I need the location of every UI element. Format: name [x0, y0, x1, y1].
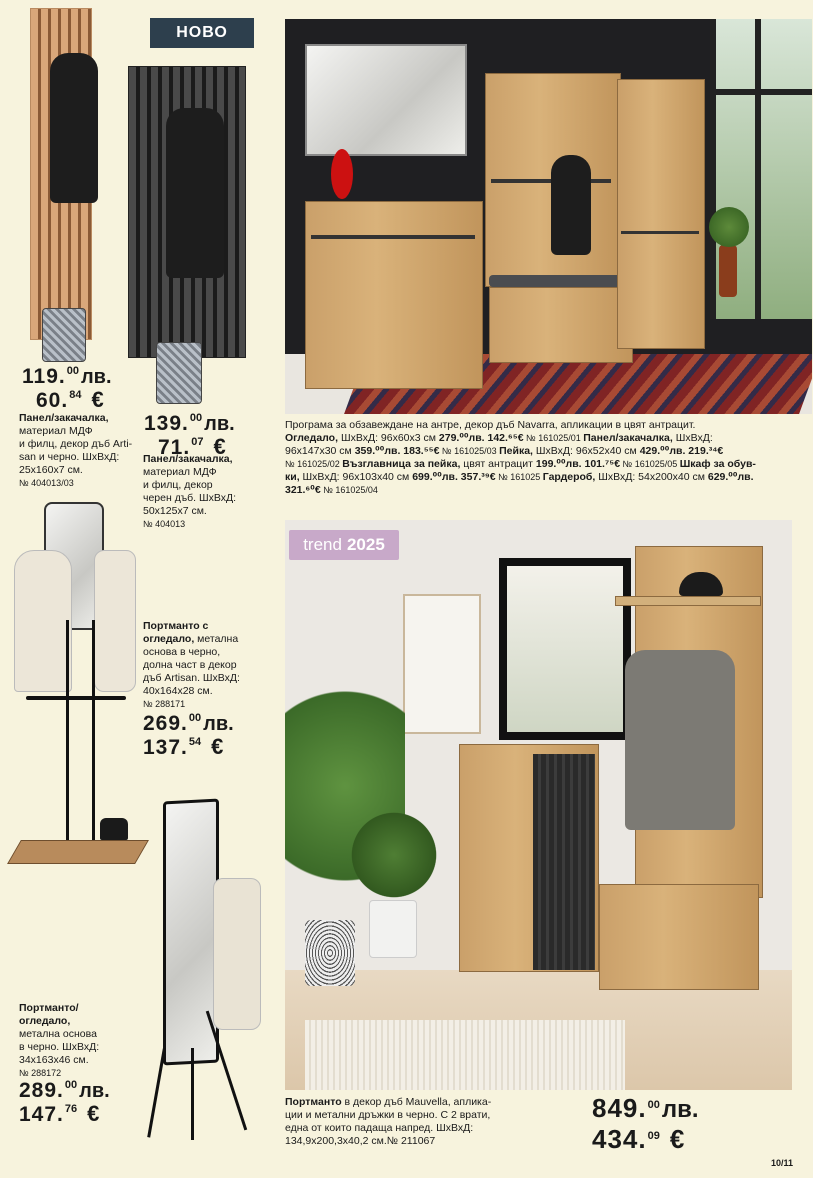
mauvella-room-photo: [285, 520, 792, 1090]
desc-panel-black: Панел/закачалка, материал МДФ и филц, декор черен дъб. ШхВхД: 50х125х7 см. № 404013: [143, 453, 237, 529]
navarra-description: Програма за обзавеждане на антре, декор дъб Navarra, апликации в цвят антрацит. Огледало, ШхВхД: 96х60х3 см 279.⁰⁰лв. 142.⁶⁵€ № 161025/01 Панел/закачалка, ШхВхД: 96х147х30 см 359.⁰⁰лв. 183.⁵⁵€ № 161025/03 Пейка, ШхВхД: 96х52х40 см 429.⁰⁰лв. 219.³⁴€ № 161025/02 Възглавница за пейка, цвят антрацит 199.⁰⁰лв. 101.⁷⁵€ № 161025/05 Шкаф за обув- ки, ШхВхД: 96х103х40 см 699.⁰⁰лв. 357.³⁹€ № 161025 Гардероб, ШхВхД: 54х200х40 см 629.⁰⁰лв. 321.⁶⁰€ № 161025/04: [285, 419, 756, 496]
desc-mauvella: Портманто в декор дъб Mauvella, аплика- ции и метални дръжки в черно. С 2 врати, една от които падаща напред. ШхВхД: 134,9х200,3х40,2 см.№ 211067: [285, 1096, 492, 1147]
desc-panel-artisan: Панел/закачалка, материал МДФ и филц, декор дъб Arti- san и черно. ШхВхД: 25х160х7 см. № 404013/03: [19, 412, 133, 488]
navarra-room-photo: [285, 19, 812, 414]
panel-black-image: [128, 66, 246, 386]
standing-mirror-image: [135, 798, 265, 1143]
new-badge: НОВО: [150, 18, 254, 48]
coat-mirror-image: [14, 500, 142, 870]
page-number: 10/11: [770, 1158, 793, 1168]
trend-badge: trend 2025: [289, 530, 399, 560]
desc-standing-mirror: Портманто/ огледало, метална основа в черно. ШхВхД: 34х163х46 см. № 288172: [19, 1002, 100, 1078]
price-mauvella: 849.00лв. 434.09 €: [592, 1093, 699, 1154]
price-panel-artisan: 119.00 лв. 60.84 €: [22, 365, 112, 412]
price-standing-mirror: 289.00 лв. 147.76 €: [19, 1079, 110, 1126]
price-coat-mirror: 269.00 лв. 137.54 €: [143, 712, 234, 759]
desc-coat-mirror: Портманто с огледало, метална основа в черно, долна част в декор дъб Artisan. ШхВхД: 40х164х28 см. № 288171: [143, 620, 240, 709]
panel-artisan-image: [30, 8, 92, 338]
price-panel-black: 139.00 лв. 71.07 €: [144, 412, 235, 459]
